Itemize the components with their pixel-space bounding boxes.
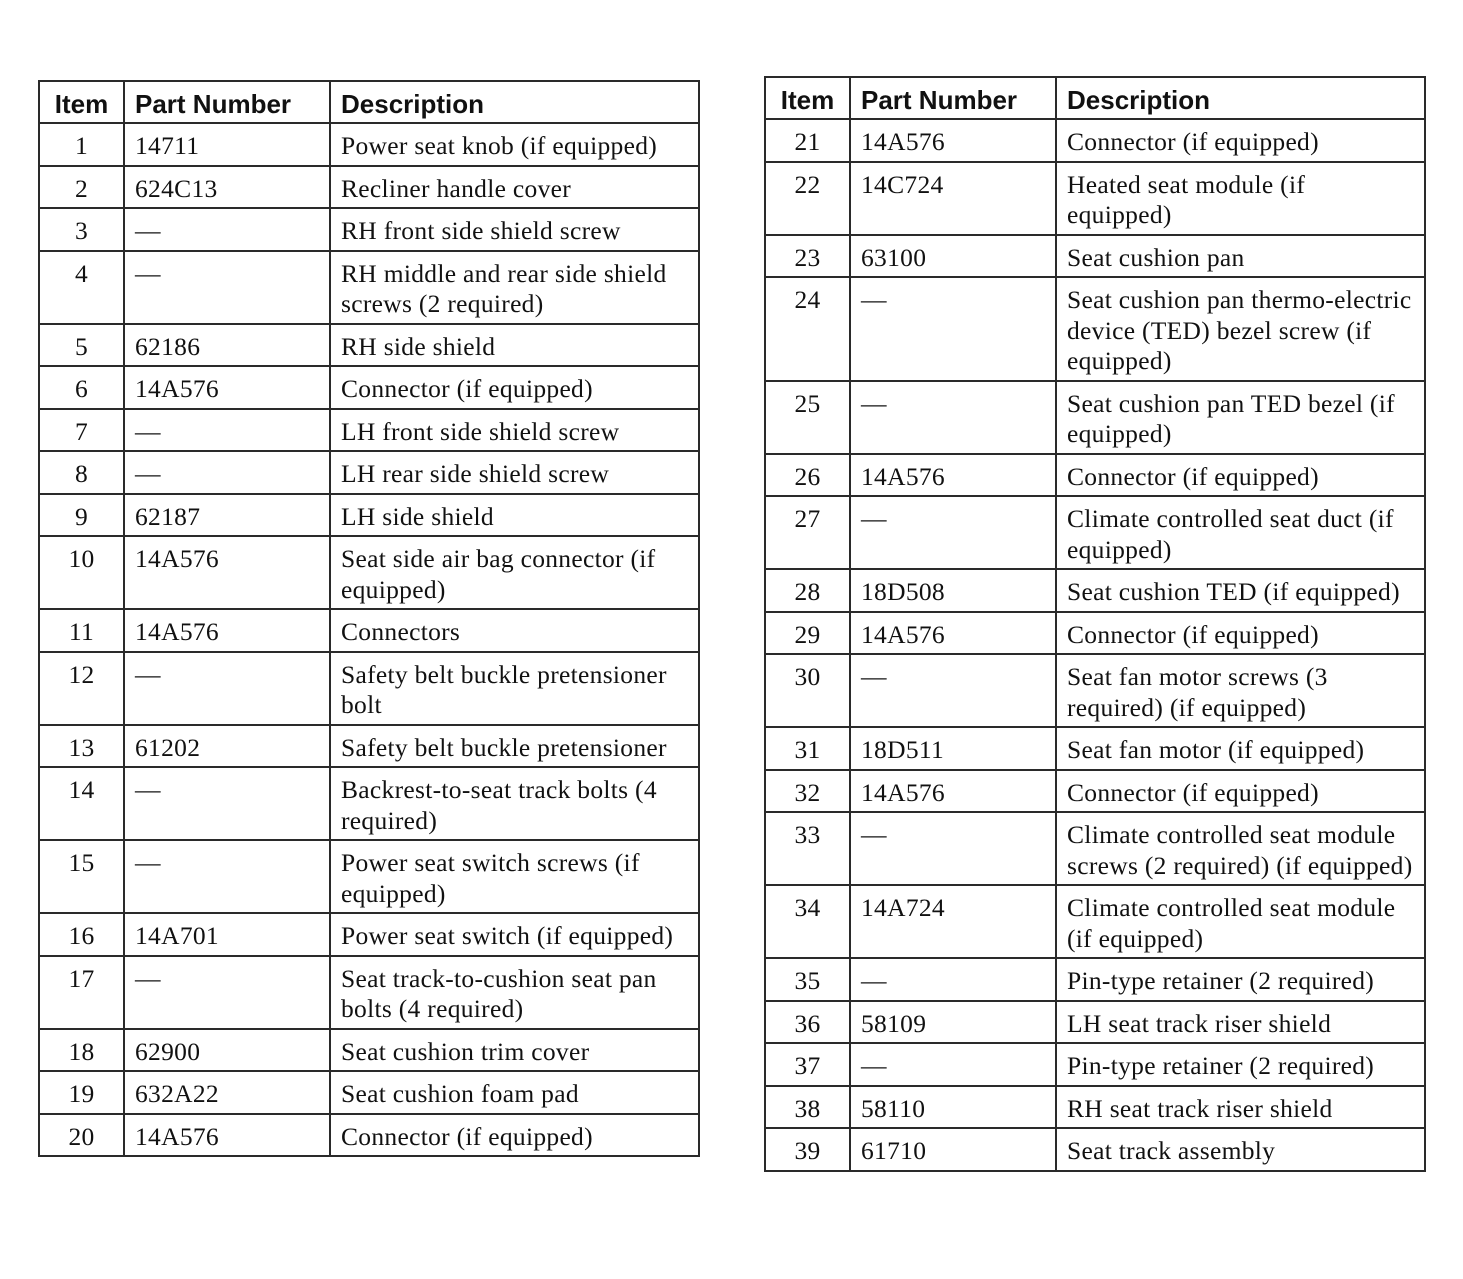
item-cell: 2: [39, 166, 124, 209]
table-row: [765, 612, 1425, 655]
table-row: [765, 885, 1425, 958]
part-number-cell: —: [850, 812, 1056, 885]
description-cell: Seat cushion pan thermo-electric device (TED) bezel screw (if equipped): [1056, 277, 1425, 381]
description-cell: Seat cushion trim cover: [330, 1029, 699, 1072]
table-row: [39, 451, 699, 494]
table-row: [765, 770, 1425, 813]
description-cell: Connector (if equipped): [330, 1114, 699, 1157]
header-item: Item: [765, 77, 850, 119]
description-cell: Connector (if equipped): [1056, 612, 1425, 655]
item-cell: 9: [39, 494, 124, 537]
item-cell: 4: [39, 251, 124, 324]
parts-table-right: [764, 76, 1426, 1172]
part-number-cell: 14A576: [124, 1114, 330, 1157]
table-row: [765, 119, 1425, 162]
item-cell: 28: [765, 569, 850, 612]
part-number-cell: 62186: [124, 324, 330, 367]
item-cell: 31: [765, 727, 850, 770]
description-cell: Seat cushion pan: [1056, 235, 1425, 278]
parts-table-left: [38, 80, 700, 1157]
table-row: [765, 381, 1425, 454]
part-number-cell: —: [124, 451, 330, 494]
table-row: [39, 208, 699, 251]
part-number-cell: —: [124, 767, 330, 840]
part-number-cell: —: [850, 496, 1056, 569]
item-cell: 21: [765, 119, 850, 162]
table-row: [39, 913, 699, 956]
item-cell: 34: [765, 885, 850, 958]
header-description: Description: [1056, 77, 1425, 119]
item-cell: 25: [765, 381, 850, 454]
description-cell: Connector (if equipped): [1056, 119, 1425, 162]
item-cell: 11: [39, 609, 124, 652]
item-cell: 6: [39, 366, 124, 409]
description-cell: Connectors: [330, 609, 699, 652]
table-row: [39, 840, 699, 913]
description-cell: Seat cushion foam pad: [330, 1071, 699, 1114]
part-number-cell: 14A576: [124, 366, 330, 409]
item-cell: 10: [39, 536, 124, 609]
part-number-cell: 63100: [850, 235, 1056, 278]
item-cell: 36: [765, 1001, 850, 1044]
description-cell: Power seat switch (if equipped): [330, 913, 699, 956]
part-number-cell: —: [124, 251, 330, 324]
part-number-cell: —: [124, 208, 330, 251]
description-cell: LH side shield: [330, 494, 699, 537]
table-row: [765, 1001, 1425, 1044]
description-cell: RH middle and rear side shield screws (2 required): [330, 251, 699, 324]
part-number-cell: 14A576: [124, 536, 330, 609]
item-cell: 39: [765, 1128, 850, 1171]
item-cell: 15: [39, 840, 124, 913]
item-cell: 26: [765, 454, 850, 497]
description-cell: RH front side shield screw: [330, 208, 699, 251]
table-row: [39, 166, 699, 209]
part-number-cell: —: [850, 654, 1056, 727]
description-cell: LH rear side shield screw: [330, 451, 699, 494]
item-cell: 19: [39, 1071, 124, 1114]
part-number-cell: 58110: [850, 1086, 1056, 1129]
part-number-cell: 14A576: [850, 612, 1056, 655]
part-number-cell: 14A576: [850, 119, 1056, 162]
header-description: Description: [330, 81, 699, 123]
part-number-cell: 14A576: [850, 770, 1056, 813]
table-row: [39, 324, 699, 367]
item-cell: 8: [39, 451, 124, 494]
description-cell: Safety belt buckle pretensioner bolt: [330, 652, 699, 725]
table-body-left: [39, 123, 699, 1156]
part-number-cell: —: [124, 409, 330, 452]
item-cell: 38: [765, 1086, 850, 1129]
item-cell: 1: [39, 123, 124, 166]
part-number-cell: 14711: [124, 123, 330, 166]
item-cell: 13: [39, 725, 124, 768]
item-cell: 23: [765, 235, 850, 278]
table-row: [39, 767, 699, 840]
table-row: [39, 956, 699, 1029]
description-cell: Connector (if equipped): [1056, 770, 1425, 813]
part-number-cell: 61202: [124, 725, 330, 768]
table-row: [765, 162, 1425, 235]
header-item: Item: [39, 81, 124, 123]
header-part-number: Part Number: [124, 81, 330, 123]
description-cell: Climate controlled seat module screws (2 required) (if equipped): [1056, 812, 1425, 885]
part-number-cell: —: [124, 840, 330, 913]
item-cell: 27: [765, 496, 850, 569]
table-row: [39, 366, 699, 409]
table-row: [765, 958, 1425, 1001]
table-row: [765, 1128, 1425, 1171]
item-cell: 18: [39, 1029, 124, 1072]
description-cell: Safety belt buckle pretensioner: [330, 725, 699, 768]
table-row: [39, 494, 699, 537]
part-number-cell: —: [124, 652, 330, 725]
item-cell: 30: [765, 654, 850, 727]
description-cell: Seat side air bag connector (if equipped): [330, 536, 699, 609]
table-row: [39, 609, 699, 652]
description-cell: RH side shield: [330, 324, 699, 367]
table-row: [765, 1043, 1425, 1086]
description-cell: Seat track-to-cushion seat pan bolts (4 required): [330, 956, 699, 1029]
part-number-cell: 58109: [850, 1001, 1056, 1044]
part-number-cell: 14C724: [850, 162, 1056, 235]
part-number-cell: —: [850, 277, 1056, 381]
table-header-row: [39, 81, 699, 123]
part-number-cell: 18D511: [850, 727, 1056, 770]
part-number-cell: 18D508: [850, 569, 1056, 612]
header-part-number: Part Number: [850, 77, 1056, 119]
description-cell: LH seat track riser shield: [1056, 1001, 1425, 1044]
table-row: [39, 123, 699, 166]
table-row: [765, 727, 1425, 770]
item-cell: 22: [765, 162, 850, 235]
part-number-cell: 632A22: [124, 1071, 330, 1114]
item-cell: 37: [765, 1043, 850, 1086]
table-row: [765, 1086, 1425, 1129]
part-number-cell: 14A576: [850, 454, 1056, 497]
table-row: [765, 454, 1425, 497]
item-cell: 5: [39, 324, 124, 367]
description-cell: Climate controlled seat module (if equipped): [1056, 885, 1425, 958]
description-cell: Connector (if equipped): [1056, 454, 1425, 497]
item-cell: 17: [39, 956, 124, 1029]
part-number-cell: 624C13: [124, 166, 330, 209]
table-row: [39, 1071, 699, 1114]
description-cell: LH front side shield screw: [330, 409, 699, 452]
description-cell: Seat fan motor screws (3 required) (if equipped): [1056, 654, 1425, 727]
description-cell: Seat cushion TED (if equipped): [1056, 569, 1425, 612]
part-number-cell: —: [850, 958, 1056, 1001]
item-cell: 3: [39, 208, 124, 251]
table-row: [39, 1114, 699, 1157]
table-row: [39, 409, 699, 452]
table-header-row: [765, 77, 1425, 119]
table-row: [39, 251, 699, 324]
description-cell: RH seat track riser shield: [1056, 1086, 1425, 1129]
table-row: [39, 652, 699, 725]
table-row: [39, 1029, 699, 1072]
table-row: [765, 812, 1425, 885]
table-row: [39, 536, 699, 609]
description-cell: Power seat switch screws (if equipped): [330, 840, 699, 913]
table-row: [39, 725, 699, 768]
item-cell: 29: [765, 612, 850, 655]
item-cell: 20: [39, 1114, 124, 1157]
item-cell: 24: [765, 277, 850, 381]
description-cell: Seat fan motor (if equipped): [1056, 727, 1425, 770]
item-cell: 14: [39, 767, 124, 840]
description-cell: Power seat knob (if equipped): [330, 123, 699, 166]
table-row: [765, 277, 1425, 381]
part-number-cell: —: [850, 1043, 1056, 1086]
part-number-cell: 62187: [124, 494, 330, 537]
description-cell: Pin-type retainer (2 required): [1056, 958, 1425, 1001]
part-number-cell: 14A576: [124, 609, 330, 652]
description-cell: Recliner handle cover: [330, 166, 699, 209]
description-cell: Climate controlled seat duct (if equipped): [1056, 496, 1425, 569]
description-cell: Backrest-to-seat track bolts (4 required): [330, 767, 699, 840]
description-cell: Seat cushion pan TED bezel (if equipped): [1056, 381, 1425, 454]
part-number-cell: 14A724: [850, 885, 1056, 958]
table-row: [765, 496, 1425, 569]
description-cell: Pin-type retainer (2 required): [1056, 1043, 1425, 1086]
part-number-cell: —: [850, 381, 1056, 454]
part-number-cell: 14A701: [124, 913, 330, 956]
table-row: [765, 235, 1425, 278]
description-cell: Connector (if equipped): [330, 366, 699, 409]
description-cell: Seat track assembly: [1056, 1128, 1425, 1171]
item-cell: 7: [39, 409, 124, 452]
part-number-cell: 61710: [850, 1128, 1056, 1171]
item-cell: 32: [765, 770, 850, 813]
description-cell: Heated seat module (if equipped): [1056, 162, 1425, 235]
table-row: [765, 569, 1425, 612]
item-cell: 35: [765, 958, 850, 1001]
item-cell: 33: [765, 812, 850, 885]
table-row: [765, 654, 1425, 727]
table-body-right: [765, 119, 1425, 1171]
item-cell: 16: [39, 913, 124, 956]
part-number-cell: 62900: [124, 1029, 330, 1072]
item-cell: 12: [39, 652, 124, 725]
part-number-cell: —: [124, 956, 330, 1029]
